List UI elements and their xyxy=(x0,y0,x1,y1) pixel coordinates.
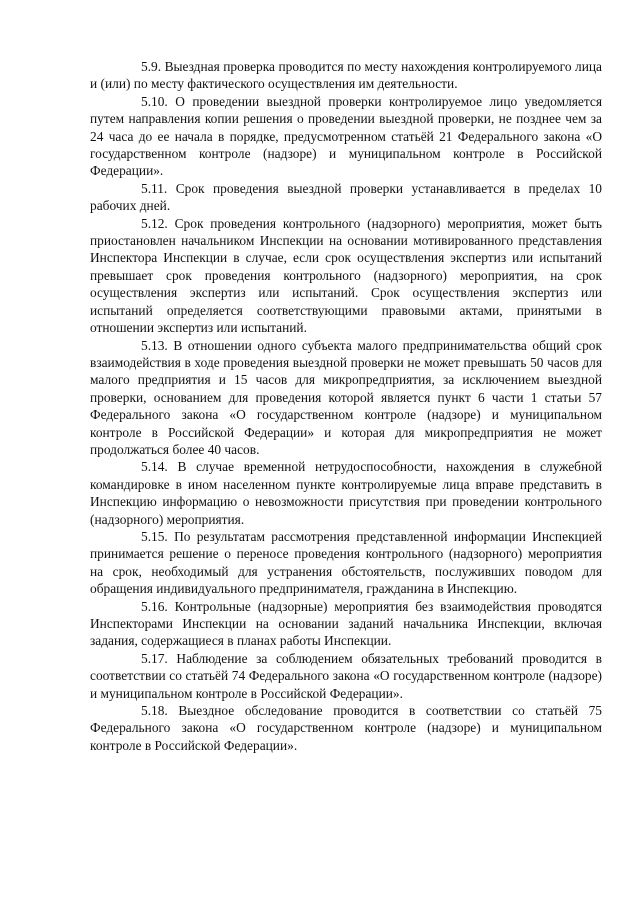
paragraph-5-10: 5.10. О проведении выездной проверки контролируемое лицо уведомляется путем направления копии решения о проведении выездной проверки, не позднее чем за 24 часа до ее начала в порядке, предусмотренном статьёй 21 Федерального закона «О государственном контроле (надзоре) и муниципальном контроле в Российской Федерации». xyxy=(90,93,602,179)
paragraph-5-14: 5.14. В случае временной нетрудоспособности, нахождения в служебной командировке в ином населенном пункте контролируемые лица вправе представить в Инспекцию информацию о невозможности присутствия при проведении контрольного (надзорного) мероприятия. xyxy=(90,459,602,527)
paragraph-5-15: 5.15. По результатам рассмотрения представленной информации Инспекцией принимается решение о переносе проведения контрольного (надзорного) мероприятия на срок, необходимый для устранения обстоятельств, послуживших поводом для обращения индивидуального предпринимателя, гражданина в Инспекцию. xyxy=(90,528,602,597)
paragraph-5-11: 5.11. Срок проведения выездной проверки устанавливается в пределах 10 рабочих дней. xyxy=(90,180,602,214)
paragraph-5-17: 5.17. Наблюдение за соблюдением обязательных требований проводится в соответствии со статьёй 74 Федерального закона «О государственном контроле (надзоре) и муниципальном контроле в Российской Федерации». xyxy=(90,650,602,701)
paragraph-5-13: 5.13. В отношении одного субъекта малого предпринимательства общий срок взаимодействия в ходе проведения выездной проверки не может превышать 50 часов для малого предприятия и 15 часов для микропредприятия, за исключением выездной проверки, основанием для проведения которой является пункт 6 части 1 статьи 57 Федерального закона «О государственном контроле (надзоре) и муниципальном контроле в Российской Федерации» и которая для микропредприятия не может продолжаться более 40 часов. xyxy=(90,337,602,457)
paragraph-5-18: 5.18. Выездное обследование проводится в соответствии со статьёй 75 Федерального закона «О государственном контроле (надзоре) и муниципальном контроле в Российской Федерации». xyxy=(90,703,602,753)
document-body xyxy=(90,58,602,754)
paragraph-5-9: 5.9. Выездная проверка проводится по месту нахождения контролируемого лица и (или) по месту фактического осуществления им деятельности. xyxy=(90,59,602,92)
paragraph-5-12: 5.12. Срок проведения контрольного (надзорного) мероприятия, может быть приостановлен начальником Инспекции на основании мотивированного представления Инспектора Инспекции в случае, если срок осуществления экспертиз или испытаний превышает срок проведения контрольного (надзорного) мероприятия, на срок осуществления экспертиз или испытаний. Срок осуществления экспертиз или испытаний определяется соответствующими правовыми актами, принятыми в отношении экспертиз или испытаний. xyxy=(90,215,602,336)
paragraph-5-16: 5.16. Контрольные (надзорные) мероприятия без взаимодействия проводятся Инспекторами Инспекции на основании заданий начальника Инспекции, включая задания, содержащиеся в планах работы Инспекции. xyxy=(90,598,602,649)
